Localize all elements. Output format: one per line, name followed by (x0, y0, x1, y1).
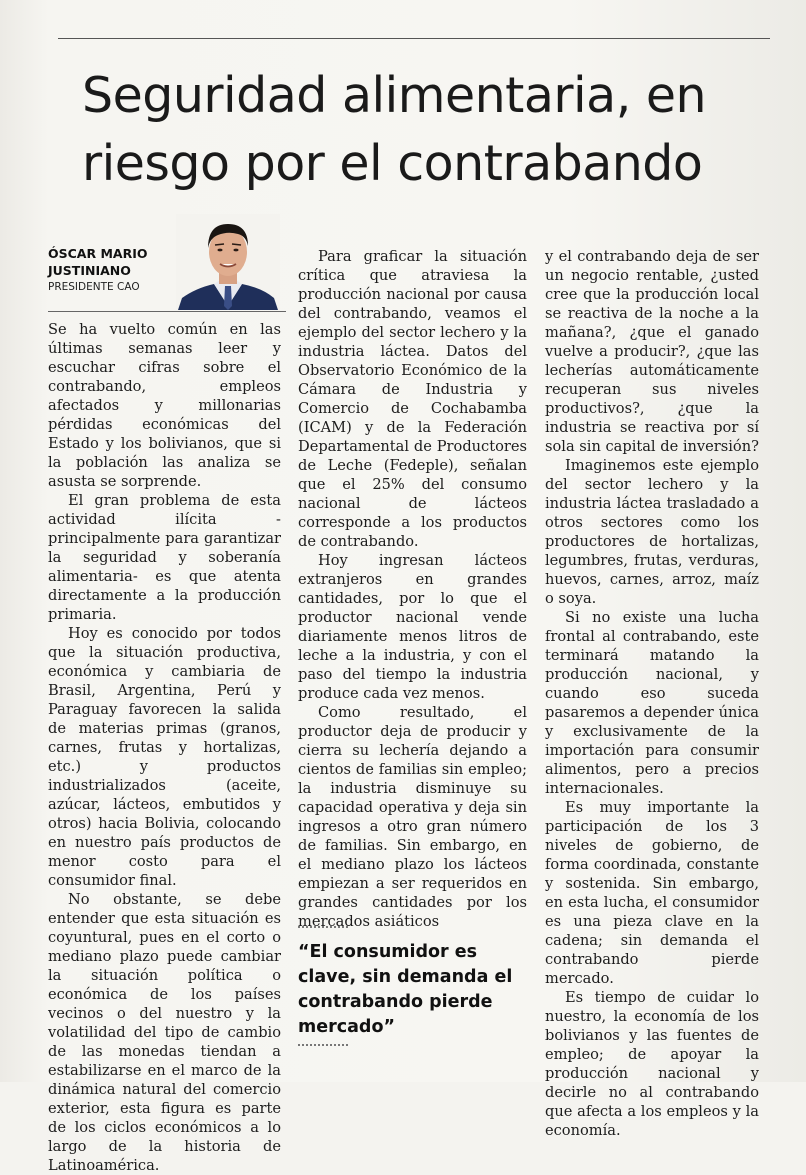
paragraph: Hoy ingresan lácteos extranjeros en grandes cantidades, por lo que el productor nacional vende diariamente menos litros de leche a la industria, y con el paso del tiempo la industria produce cada vez menos. (298, 552, 527, 702)
headline-line-2: riesgo por el contrabando (82, 135, 703, 192)
author-photo (176, 214, 280, 310)
pull-quote-rule-top (298, 926, 348, 928)
pull-quote: “El consumidor es clave, sin demanda el contrabando pierde mercado” (298, 942, 513, 1037)
paragraph: Es muy importante la participación de los 3 niveles de gobierno, de forma coordinada, constante y sostenida. Sin embargo, en esta lucha, el consumidor es una pieza clave en la cadena; sin demanda el contrabando pierde mercado. (545, 799, 759, 987)
paragraph: No obstante, se debe entender que esta situación es coyuntural, pues en el corto o mediano plazo puede cambiar la situación política o económica de los países vecinos o del nuestro y la volatilidad del tipo de cambio de las monedas tiendan a estabilizarse en el marco de la dinámica natural del comercio exterior, esta figura es parte de los ciclos económicos a lo largo de la historia de Latinoamérica. (48, 891, 281, 1174)
paragraph: Para graficar la situación crítica que atraviesa la producción nacional por causa del contrabando, veamos el ejemplo del sector lechero y la industria láctea. Datos del Observatorio Económico de la Cámara de Industria y Comercio de Cochabamba (ICAM) y de la Federación Departamental de Productores de Leche (Fedeple), señalan que el 25% del consumo nacional de lácteos corresponde a los productos de contrabando. (298, 248, 527, 550)
author-role: PRESIDENTE CAO (48, 281, 140, 293)
headline-line-1: Seguridad alimentaria, en (82, 67, 707, 124)
paragraph: Si no existe una lucha frontal al contrabando, este terminará matando la producción nacional, y cuando eso suceda pasaremos a depender única y exclusivamente de la importación para consumir alimentos, pero a precios internacionales. (545, 609, 759, 797)
article-column-1 (48, 320, 281, 1175)
byline-rule (48, 311, 286, 312)
paragraph: Como resultado, el productor deja de producir y cierra su lechería dejando a cientos de familias sin empleo; la industria disminuye su capacidad operativa y deja sin ingresos a otro gran número de familias. Sin embargo, en el mediano plazo los lácteos empiezan a ser requeridos en grandes cantidades por los mercados asiáticos (298, 704, 527, 930)
top-rule (58, 38, 770, 39)
author-name: ÓSCAR MARIO JUSTINIANO (48, 246, 148, 278)
article-column-3 (545, 247, 759, 1140)
pull-quote-rule-bottom (298, 1044, 348, 1046)
author-byline (48, 245, 178, 295)
paragraph: Imaginemos este ejemplo del sector lechero y la industria láctea trasladado a otros sectores como los productores de hortalizas, legumbres, frutas, verduras, huevos, carnes, arroz, maíz o soya. (545, 457, 759, 607)
paragraph: Es tiempo de cuidar lo nuestro, la economía de los bolivianos y las fuentes de empleo; de apoyar la producción nacional y decirle no al contrabando que afecta a los empleos y la economía. (545, 989, 759, 1139)
headline (82, 62, 772, 198)
article-column-2 (298, 247, 527, 931)
paragraph: Se ha vuelto común en las últimas semanas leer y escuchar cifras sobre el contrabando, empleos afectados y millonarias pérdidas económicas del Estado y los bolivianos, que si la población las analiza se asusta se sorprende. (48, 321, 281, 490)
paragraph: y el contrabando deja de ser un negocio rentable, ¿usted cree que la producción local se reactiva de la noche a la mañana?, ¿que el ganado vuelve a producir?, ¿que las lecherías automáticamente recuperan sus niveles productivos?, ¿que la industria se reactiva por sí sola sin capital de inversión? (545, 248, 759, 455)
paragraph: Hoy es conocido por todos que la situación productiva, económica y cambiaria de Brasil, Argentina, Perú y Paraguay favorecen la salida de materias primas (granos, carnes, frutas y hortalizas, etc.) y productos industrializados (aceite, azúcar, lácteos, embutidos y otros) hacia Bolivia, colocando en nuestro país productos de menor costo para el consumidor final. (48, 625, 281, 889)
paragraph: El gran problema de esta actividad ilícita -principalmente para garantizar la seguridad y soberanía alimentaria- es que atenta directamente a la producción primaria. (48, 492, 281, 623)
author-portrait-image (176, 214, 280, 310)
